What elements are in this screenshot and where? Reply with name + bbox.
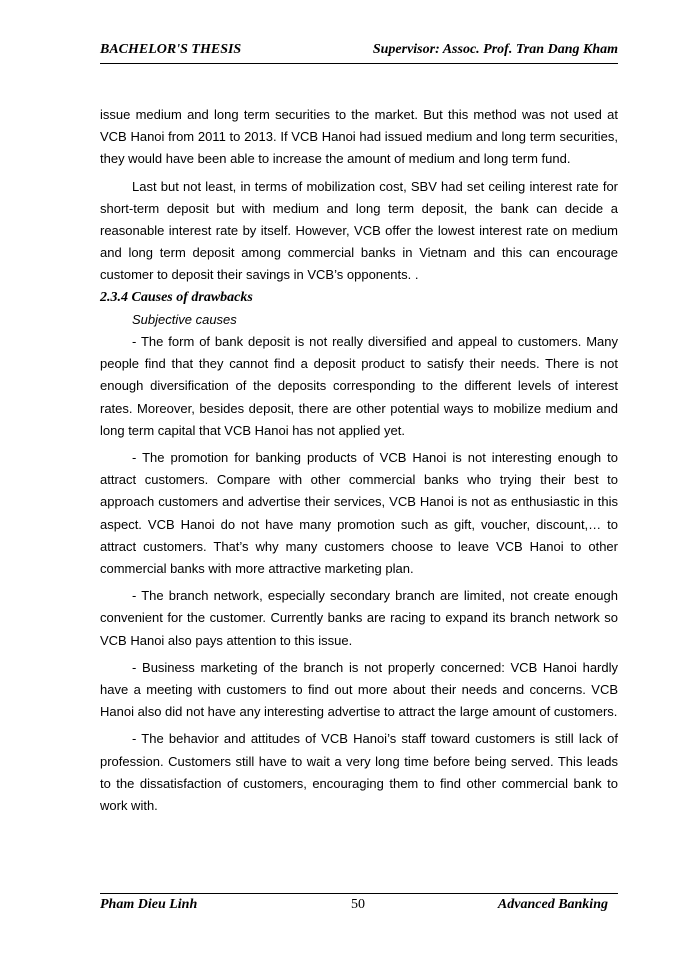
paragraph: Last but not least, in terms of mobilization cost, SBV had set ceiling interest rate for short-term deposit but with medium and long term deposit, the bank can decide a reasonable interest rate by itself. However, VCB offer the lowest interest rate on medium and long term deposit among commercial banks in Vietnam and this can encourage customer to deposit their savings in VCB’s opponents. .: [100, 178, 618, 283]
section-title: 2.3.4 Causes of drawbacks: [100, 289, 253, 305]
paragraph: - Business marketing of the branch is not properly concerned: VCB Hanoi hardly have a meeting with customers to find out more about their needs and concerns. VCB Hanoi also did not have any interesting advertise to attract the large amount of customers.: [100, 659, 618, 720]
page-number: 50: [351, 897, 365, 912]
footer-author: Pham Dieu Linh: [100, 897, 198, 912]
header-thesis-label: BACHELOR'S THESIS: [100, 42, 242, 57]
page-header: [100, 42, 618, 62]
paragraph: - The form of bank deposit is not really diversified and appeal to customers. Many people find that they cannot find a deposit product to satisfy their needs. There is not enough diversification of the deposits corresponding to the different levels of interest rates. Moreover, besides deposit, there are other potential ways to mobilize medium and long term capital that VCB Hanoi has not applied yet.: [100, 334, 618, 438]
footer-course: Advanced Banking: [497, 897, 608, 912]
subheading: Subjective causes: [132, 311, 237, 327]
paragraph: - The behavior and attitudes of VCB Hanoi’s staff toward customers is still lack of profession. Customers still have to wait a very long time before being served. This leads to the dissatisfaction of customers, encouraging them to find other commercial bank to work with.: [100, 731, 618, 814]
header-divider: [100, 63, 618, 64]
page-body: [100, 104, 618, 817]
page-footer: [100, 897, 618, 917]
header-supervisor: Supervisor: Assoc. Prof. Tran Dang Kham: [372, 42, 618, 57]
paragraph: issue medium and long term securities to the market. But this method was not used at VCB Hanoi from 2011 to 2013. If VCB Hanoi had issued medium and long term securities, they would have been able to increase the amount of medium and long term fund.: [100, 107, 618, 167]
footer-divider: [100, 893, 618, 894]
paragraph: - The promotion for banking products of VCB Hanoi is not interesting enough to attract customers. Compare with other commercial banks who trying their best to approach customers and advertise their services, VCB Hanoi is not as enthusiastic in this aspect. VCB Hanoi do not have many promotion such as gift, voucher, discount,… to attract customers. That’s why many customers choose to leave VCB Hanoi to other commercial banks with more attractive marketing plan.: [100, 450, 618, 577]
paragraph: - The branch network, especially secondary branch are limited, not create enough convenient for the customer. Currently banks are racing to expand its branch network so VCB Hanoi also pays attention to this issue.: [100, 588, 618, 648]
